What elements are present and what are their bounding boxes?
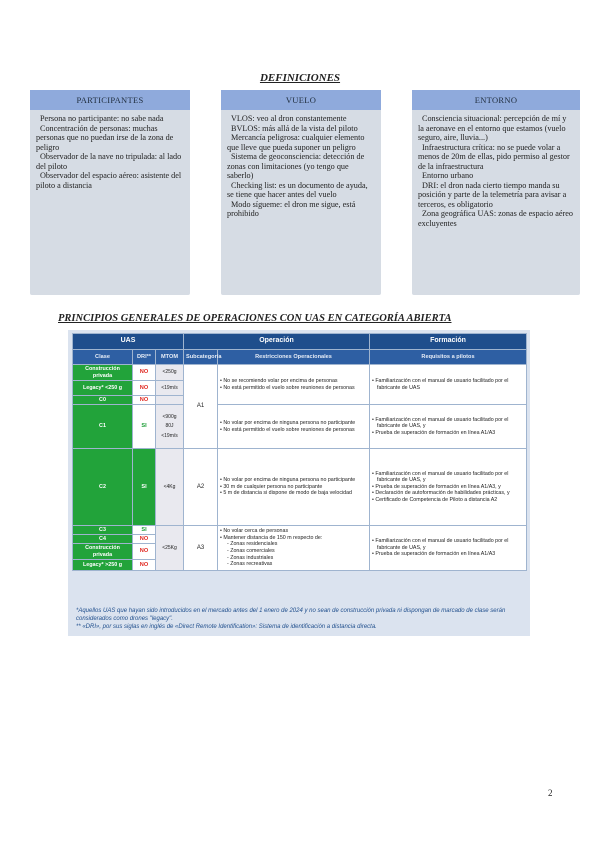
operations-table [72,333,527,571]
table-row [73,365,527,381]
page-number: 2 [548,788,553,798]
restriction-item: • Mantener distancia de 150 m respecto de: [220,534,323,541]
restriction-item: • 5 m de distancia si dispone de modo de baja velocidad [220,490,353,497]
definition-item: Concentración de personas: muchas personas que no puedan irse de la zona de peligro [36,123,174,152]
definition-item: Zona geográfica UAS: zonas de espacio aéreo excluyentes [418,209,573,228]
definition-item: BVLOS: más allá de la vista del piloto [231,123,358,133]
mtom-line: <19m/s [161,432,178,439]
requirements-cell [370,449,527,526]
class-cell: Legacy* <250 g [73,381,133,396]
subcategory-cell: A1 [184,365,218,449]
column-header-subcategoria: Subcategoría [184,350,218,365]
column-header-clase: Clase [73,350,133,365]
requirement-item: • Prueba de superación de formación en línea A1/A3, y [372,483,501,490]
column-header-restricciones: Restricciones Operacionales [218,350,370,365]
dri-cell: SI [133,405,156,449]
zone-item: - Zonas residenciales [227,541,278,548]
table-row [73,526,527,535]
mtom-cell: <19m/s [156,381,184,396]
column-header-mtom: MTOM [156,350,184,365]
class-cell: C3 [73,526,133,535]
requirements-cell [370,526,527,571]
definition-item: Persona no participante: no sabe nada [40,114,164,123]
definition-card-participantes [30,90,190,295]
zone-item: - Zonas recreativas [227,561,273,568]
class-cell: C2 [73,449,133,526]
definition-item: Mercancía peligrosa: cualquier elemento que lleve que pueda suponer un peligro [227,133,365,152]
dri-cell: NO [133,560,156,571]
definition-item: Infraestructura crítica: no se puede volar a menos de 20m de ellas, pido permiso al gestor de la infraestructura [418,142,570,171]
requirement-item: • Familiarización con el manual de usuario facilitado por el fabricante de UAS [372,377,509,391]
restriction-item: • No volar cerca de personas [220,528,289,535]
definition-list [221,110,381,223]
restrictions-cell [218,405,370,449]
class-cell: C1 [73,405,133,449]
restriction-item: • No se recomiendo volar por encima de personas [220,377,338,384]
requirement-item: • Familiarización con el manual de usuario facilitado por el fabricante de UAS, y [372,416,509,430]
requirement-item: • Declaración de autoformación de habilidades prácticas, y [372,490,510,497]
mtom-cell: <4Kg [156,449,184,526]
definition-item: Entorno urbano [422,171,474,180]
definition-item: Sistema de geoconsciencia: detección de zonas con limitaciones (yo tengo que saberlo) [227,152,365,180]
dri-cell: NO [133,396,156,405]
dri-cell: SI [133,449,156,526]
requirement-item: • Familiarización con el manual de usuario facilitado por el fabricante de UAS, y [372,470,509,484]
subcategory-cell: A2 [184,449,218,526]
restrictions-cell [218,365,370,405]
section-title: PRINCIPIOS GENERALES DE OPERACIONES CON UAS EN CATEGORÍA ABIERTA [58,313,452,324]
requirement-item: • Familiarización con el manual de usuario facilitado por el fabricante de UAS, y [372,538,509,551]
definition-list [30,110,190,194]
dri-cell: NO [133,365,156,381]
requirements-cell [370,365,527,405]
definition-card-entorno [412,90,580,295]
dri-cell: SI [133,526,156,535]
restrictions-cell [218,526,370,571]
requirement-item: • Prueba de superación de formación en línea A1/A3 [372,429,496,436]
mtom-cell: <250g [156,365,184,381]
mtom-cell: <25Kg [156,526,184,571]
card-heading: VUELO [221,90,381,110]
group-header-uas: UAS [73,334,184,350]
definition-item: VLOS: veo al dron constantemente [231,114,347,123]
table-row [73,449,527,526]
column-header-dri: DRI** [133,350,156,365]
definition-item: Consciencia situacional: percepción de mí y la aeronave en el entorno que estamos (vuelo seguro, aire, lluvia...) [418,114,567,142]
group-header-formacion: Formación [370,334,527,350]
dri-cell: NO [133,544,156,560]
definition-list [412,110,580,232]
restriction-item: • No está permitido el vuelo sobre reuniones de personas [220,426,355,433]
class-cell: Legacy* >250 g [73,560,133,571]
mtom-cell [156,405,184,449]
restriction-item: • No está permitido el vuelo sobre reuniones de personas [220,384,355,391]
dri-cell: NO [133,381,156,396]
class-cell: C0 [73,396,133,405]
requirement-item: • Certificado de Competencia de Piloto a distancia A2 [372,496,498,503]
column-header-requisitos: Requisitos a pilotos [370,350,527,365]
definition-item: Observador de la nave no tripulada: al lado del piloto [36,152,182,171]
card-heading: ENTORNO [412,90,580,110]
table-row [73,405,527,449]
footnote: ** «DRI», por sus siglas en inglés de «Direct Remote Identification»: Sistema de identificación a distancia directa. [76,624,377,630]
class-cell: C4 [73,535,133,544]
card-heading: PARTICIPANTES [30,90,190,110]
class-cell: Construcción privada [73,365,133,381]
zone-item: - Zonas comerciales [227,548,275,554]
restriction-item: • 30 m de cualquier persona no participante [220,483,323,490]
class-cell: Construcción privada [73,544,133,560]
definition-item: Checking list: es un documento de ayuda, se tiene que hacer antes del vuelo [227,180,368,199]
dri-cell: NO [133,535,156,544]
definition-card-vuelo [221,90,381,295]
requirement-item: • Prueba de superación de formación en línea A1/A3 [372,551,496,558]
page-title: DEFINICIONES [259,72,341,84]
restriction-item: • No volar por encima de ninguna persona no participante [220,477,356,484]
footnote: *Aquellos UAS que hayan sido introducidos en el mercado antes del 1 enero de 2024 y no sean de construcción privada ni dispongan de marcado de clase serán considerados como drones "legacy". [76,608,506,622]
mtom-line: <900g [162,413,177,420]
definition-item: Observador del espacio aéreo: asistente del piloto a distancia [36,171,182,190]
definition-item: DRI: el dron nada cierto tiempo manda su posición y parte de la telemetría para avisar a terceros, es obligatorio [418,180,567,209]
mtom-cell [156,396,184,405]
table-footnotes [76,607,526,631]
requirements-cell [370,405,527,449]
zone-item: - Zonas industriales [227,554,274,561]
subcategory-cell: A3 [184,526,218,571]
definition-item: Modo sígueme: el dron me sigue, está prohibido [227,199,356,218]
mtom-line: 80J [165,423,174,430]
restriction-item: • No volar por encima de ninguna persona no participante [220,419,356,426]
restrictions-cell [218,449,370,526]
group-header-operacion: Operación [184,334,370,350]
